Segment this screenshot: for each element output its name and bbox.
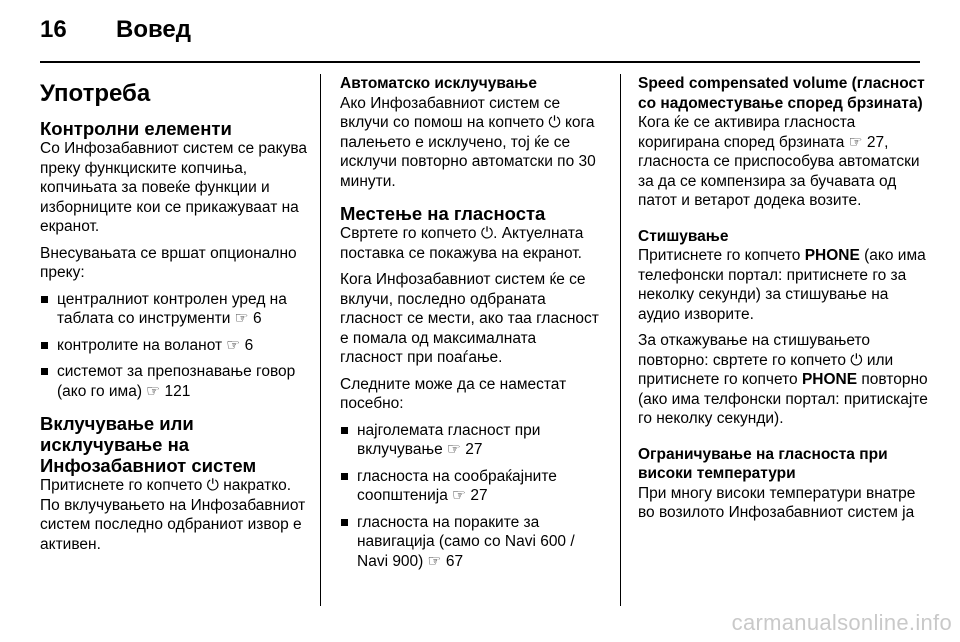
list-item: гласноста на сообраќајните соопштенија ☞ 27 bbox=[340, 467, 602, 506]
list-item: контролите на воланот ☞ 6 bbox=[40, 336, 310, 356]
unmute-text-a: За откажување на стишувањето повторно: свртете го копчето ⏻ или притиснете го копчето bbox=[638, 332, 894, 388]
heading-speed-volume: Speed compensated volume (гласност со надоместување според брзината) bbox=[638, 75, 925, 112]
column-divider-1 bbox=[320, 74, 321, 606]
column-1 bbox=[40, 74, 310, 561]
controls-paragraph: Со Инфозабавниот систем се ракува преку функциските копчиња, копчињата за повеќе функции и изборниците кои се прикажуваат на екранот. bbox=[40, 140, 307, 235]
heading-controls: Контролни елементи bbox=[40, 118, 232, 139]
list-item: гласноста на пораките за навигација (само со Navi 600 / Navi 900) ☞ 67 bbox=[340, 513, 602, 572]
input-paragraph: Внесувањата се вршат опционално преку: bbox=[40, 244, 297, 281]
volume-paragraph-1: Свртете го копчето ⏻. Актуелната поставка се покажува на екранот. bbox=[340, 225, 584, 262]
section-title: Употреба bbox=[40, 80, 151, 107]
temperature-paragraph: При многу високи температури внатре во возилото Инфозабавниот систем ја bbox=[638, 484, 916, 521]
heading-on-off: Вклучување или исклучување на Инфозабавниот систем bbox=[40, 413, 257, 476]
header-rule bbox=[40, 61, 920, 63]
heading-volume: Местење на гласноста bbox=[340, 203, 546, 224]
phone-key-label: PHONE bbox=[804, 247, 860, 264]
unmute-text-b: повторно (ако има телфонски портал: притискајте го неколку секунди). bbox=[638, 371, 928, 427]
speed-volume-paragraph: Кога ќе се активира гласноста коригирана според брзината ☞ 27, гласноста се приспособува автоматски за да се компензира за бучавата од патот и ветарот додека возите. bbox=[638, 114, 920, 209]
volume-paragraph-2: Кога Инфозабавниот систем ќе се вклучи, последно одбраната гласност се мести, ако таа гласност е помала од максималната гласност при поаѓање. bbox=[340, 271, 599, 366]
page-header bbox=[40, 16, 920, 60]
column-3 bbox=[638, 74, 928, 530]
auto-off-paragraph: Ако Инфозабавниот систем се вклучи со помош на копчето ⏻ кога палењето е исклучено, тој ќе се исклучи повторно автоматски по 30 минути. bbox=[340, 94, 596, 190]
list-item: најголемата гласност при вклучување ☞ 27 bbox=[340, 421, 602, 460]
column-2 bbox=[340, 74, 602, 578]
column-divider-2 bbox=[620, 74, 621, 606]
mute-text-b: (ако има телефонски портал: притиснете го за неколку секунди) за стишување на аудио изворите. bbox=[638, 247, 926, 323]
page-number: 16 bbox=[40, 16, 67, 43]
mute-paragraph-1 bbox=[638, 246, 928, 324]
watermark: carmanualsonline.info bbox=[731, 610, 952, 635]
input-list bbox=[40, 290, 310, 402]
list-item: централниот контролен уред на таблата со инструменти ☞ 6 bbox=[40, 290, 310, 329]
volume-list bbox=[340, 421, 602, 572]
list-item: системот за препознавање говор (ако го има) ☞ 121 bbox=[40, 362, 310, 401]
volume-paragraph-3: Следните може да се наместат посебно: bbox=[340, 375, 567, 412]
chapter-title: Вовед bbox=[116, 16, 192, 43]
phone-key-label: PHONE bbox=[801, 371, 858, 388]
mute-text-a: Притиснете го копчето bbox=[638, 247, 805, 264]
mute-paragraph-2 bbox=[638, 331, 928, 429]
heading-temperature-limit: Ограничување на гласноста при високи температури bbox=[638, 445, 888, 482]
heading-auto-off: Автоматско исклучување bbox=[340, 75, 537, 92]
on-off-paragraph: Притиснете го копчето ⏻ накратко. По вклучувањето на Инфозабавниот систем последно одбраниот извор е активен. bbox=[40, 477, 306, 553]
heading-mute: Стишување bbox=[638, 227, 729, 245]
